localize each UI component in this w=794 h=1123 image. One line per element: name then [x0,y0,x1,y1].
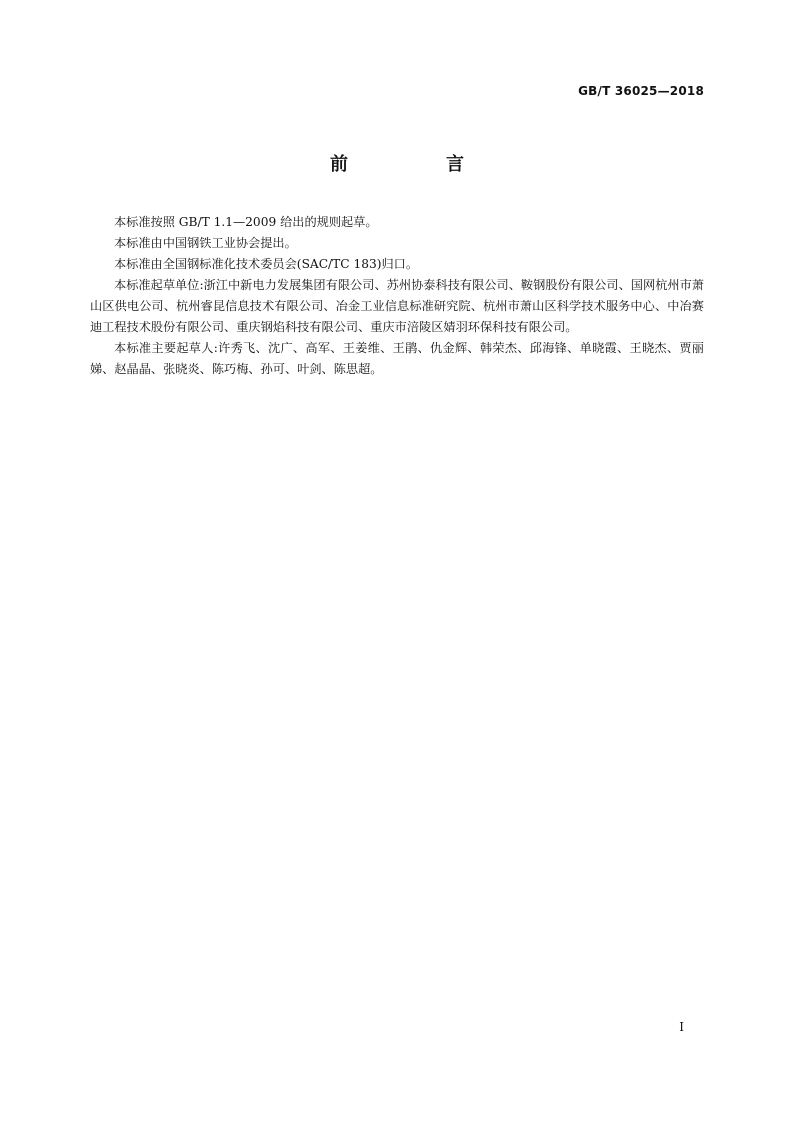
standard-code: GB/T 36025—2018 [578,84,704,98]
paragraph-drafters: 本标准主要起草人:许秀飞、沈广、高军、王姜维、王鹃、仇金辉、韩荣杰、邱海锋、单晓霞、王晓杰、贾丽娣、赵晶晶、张晓炎、陈巧梅、孙可、叶剑、陈思超。 [90,341,704,376]
foreword-body [90,212,704,380]
paragraph-drafting-rules: 本标准按照 GB/T 1.1—2009 给出的规则起草。 [114,215,378,229]
page-number: I [679,1020,684,1034]
paragraph-committee: 本标准由全国钢标准化技术委员会(SAC/TC 183)归口。 [114,257,419,271]
page-title: 前 言 [330,154,504,175]
paragraph-proposer: 本标准由中国钢铁工业协会提出。 [114,236,297,250]
paragraph-drafting-units: 本标准起草单位:浙江中新电力发展集团有限公司、苏州协泰科技有限公司、鞍钢股份有限公司、国网杭州市萧山区供电公司、杭州睿昆信息技术有限公司、冶金工业信息标准研究院、杭州市萧山区科学技术服务中心、中冶赛迪工程技术股份有限公司、重庆钢焰科技有限公司、重庆市涪陵区婧羽环保科技有限公司。 [90,278,704,334]
